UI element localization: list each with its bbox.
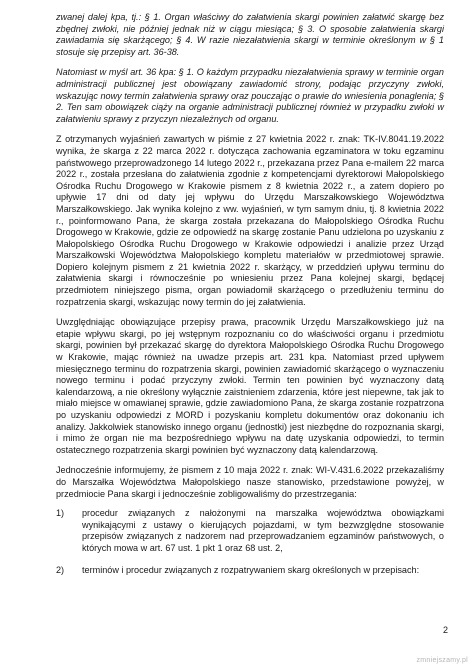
paragraph-text: Natomiast w myśl art. 36 kpa: § 1. O każdym przypadku niezałatwienia sprawy w terminie organ administracji publicznej jest obowiązany zawiadomić strony, podając przyczyny zwłoki, wskazując nowy termin załatwienia sprawy oraz pouczając o prawie do wniesienia ponaglenia; § 2. Ten sam obowiązek ciąży na organie administracji publicznej również w przypadku zwłoki w załatwieniu sprawy z przyczyn niezależnych od organu. (56, 67, 444, 124)
paragraph-text: Jednocześnie informujemy, że pismem z 10 maja 2022 r. znak: WI-V.431.6.2022 przekazaliśmy do Marszałka Województwa Małopolskiego nasze stanowisko, przedstawione powyżej, w przedmiocie Pana skargi i jednocześnie zobligowaliśmy do przestrzegania: (56, 465, 444, 499)
paragraph-art-36 (56, 67, 444, 125)
paragraph-text: zwanej dalej kpa, tj.: § 1. Organ właściwy do załatwienia skargi powinien załatwić skargę bez zbędnej zwłoki, nie później jednak niż w ciągu miesiąca; § 3. O sposobie załatwienia skargi zawiadamia się skarżącego; § 4. W razie niezałatwienia skargi w terminie określonym w § 1 stosuje się przepisy art. 36-38. (56, 12, 444, 57)
paragraph-conclusion (56, 465, 444, 500)
watermark: zmniejszamy.pl (416, 657, 468, 664)
paragraph-legal-analysis (56, 317, 444, 456)
list-item (56, 565, 444, 577)
list-item-text: procedur związanych z nałożonymi na marszałka województwa obowiązkami wynikającymi z ustawy o kierujących pojazdami, w tym bezwzględne stosowanie przepisów związanych z nadzorem nad przeprowadzaniem egzaminów państwowych, o których mowa w art. 67 ust. 1 pkt 1 oraz 68 ust. 2, (82, 508, 444, 553)
list-item-text: terminów i procedur związanych z rozpatrywaniem skarg określonych w przepisach: (82, 564, 420, 575)
paragraph-text: Z otrzymanych wyjaśnień zawartych w piśmie z 27 kwietnia 2022 r. znak: TK-IV.8041.19.2022 wynika, że skarga z 22 marca 2022 r. dotycząca zachowania egzaminatora w toku egzaminu państwowego przeprowadzonego 14 lutego 2022 r., przekazana przez Pana e-mailem 22 marca 2022 r., została przesłana do załatwienia zgodnie z kompetencjami dyrektorowi Małopolskiego Ośrodka Ruchu Drogowego w Krakowie pismem z 8 kwietnia 2022 r., a zatem dopiero po upływie 17 dni od daty jej wpływu do Urzędu Marszałkowskiego Województwa Marszałkowskiego. Jak wynika kolejno z ww. wyjaśnień, w tym samym dniu, tj. 8 kwietnia 2022 r., poinformowano Pana, że skarga została przekazana do Małopolskiego Ośrodka Ruchu Drogowego w Krakowie, gdzie ze odpowiedź na skargę zostanie Panu udzielona po uzyskaniu z Małopolskiego Ośrodka Ruchu Drogowego w Krakowie odpowiedzi i analizie przez Urząd Marszałkowski Województwa Małopolskiego kompletu materiałów w przedmiotowej sprawie. Dopiero kolejnym pismem z 21 kwietnia 2022 r. skarżący, w przeddzień upływu terminu do załatwienia skargi i równocześnie po wniesieniu przez Pana kolejnej skargi, będącej przedmiotem niniejszego pisma, organ powiadomił skarżącego o przedłużeniu terminu do rozpatrzenia skargi, wskazując nowy termin do jej załatwienia. (56, 134, 444, 307)
page-number: 2 (442, 625, 448, 635)
paragraph-kpa-articles (56, 12, 444, 58)
list-item-number: 1) (56, 508, 65, 519)
paragraph-text: Uwzględniając obowiązujące przepisy prawa, pracownik Urzędu Marszałkowskiego już na etapie wpływu skargi, po jej wstępnym rozpoznaniu co do właściwości organu i przedmiotu skargi, powinien był przekazać skargę do dyrektora Małopolskiego Ośrodka Ruchu Drogowego w Krakowie, mając również na uwadze przepis art. 231 kpa. Natomiast przed upływem miesięcznego terminu do rozpatrzenia skargi, powinien zawiadomić skarżącego o wyznaczeniu nowego terminu i podać przyczyny zwłoki. Termin ten powinien być wyznaczony datą kalendarzową, a nie określony wyłącznie zaistnieniem zdarzenia, które jest niepewne, tak jak to miało miejsce w omawianej sprawie, gdzie zawiadomiono Pana, że skarga zostanie rozpatrzona po uzyskaniu odpowiedzi z MORD i pozyskaniu kompletu dokumentów oraz dokonaniu ich analizy. Jakkolwiek stanowisko innego organu (jednostki) jest niezbędne do rozpoznania skargi, i mimo że organ nie ma bezpośredniego wpływu na datę uzyskania odpowiedzi, to termin ostatecznego rozpatrzenia skargi powinien być wyznaczony datą kalendarzową. (56, 317, 444, 455)
list-item-number: 2) (56, 564, 65, 575)
list-item (56, 508, 444, 554)
obligations-list (56, 508, 444, 576)
paragraph-explanations (56, 134, 444, 308)
